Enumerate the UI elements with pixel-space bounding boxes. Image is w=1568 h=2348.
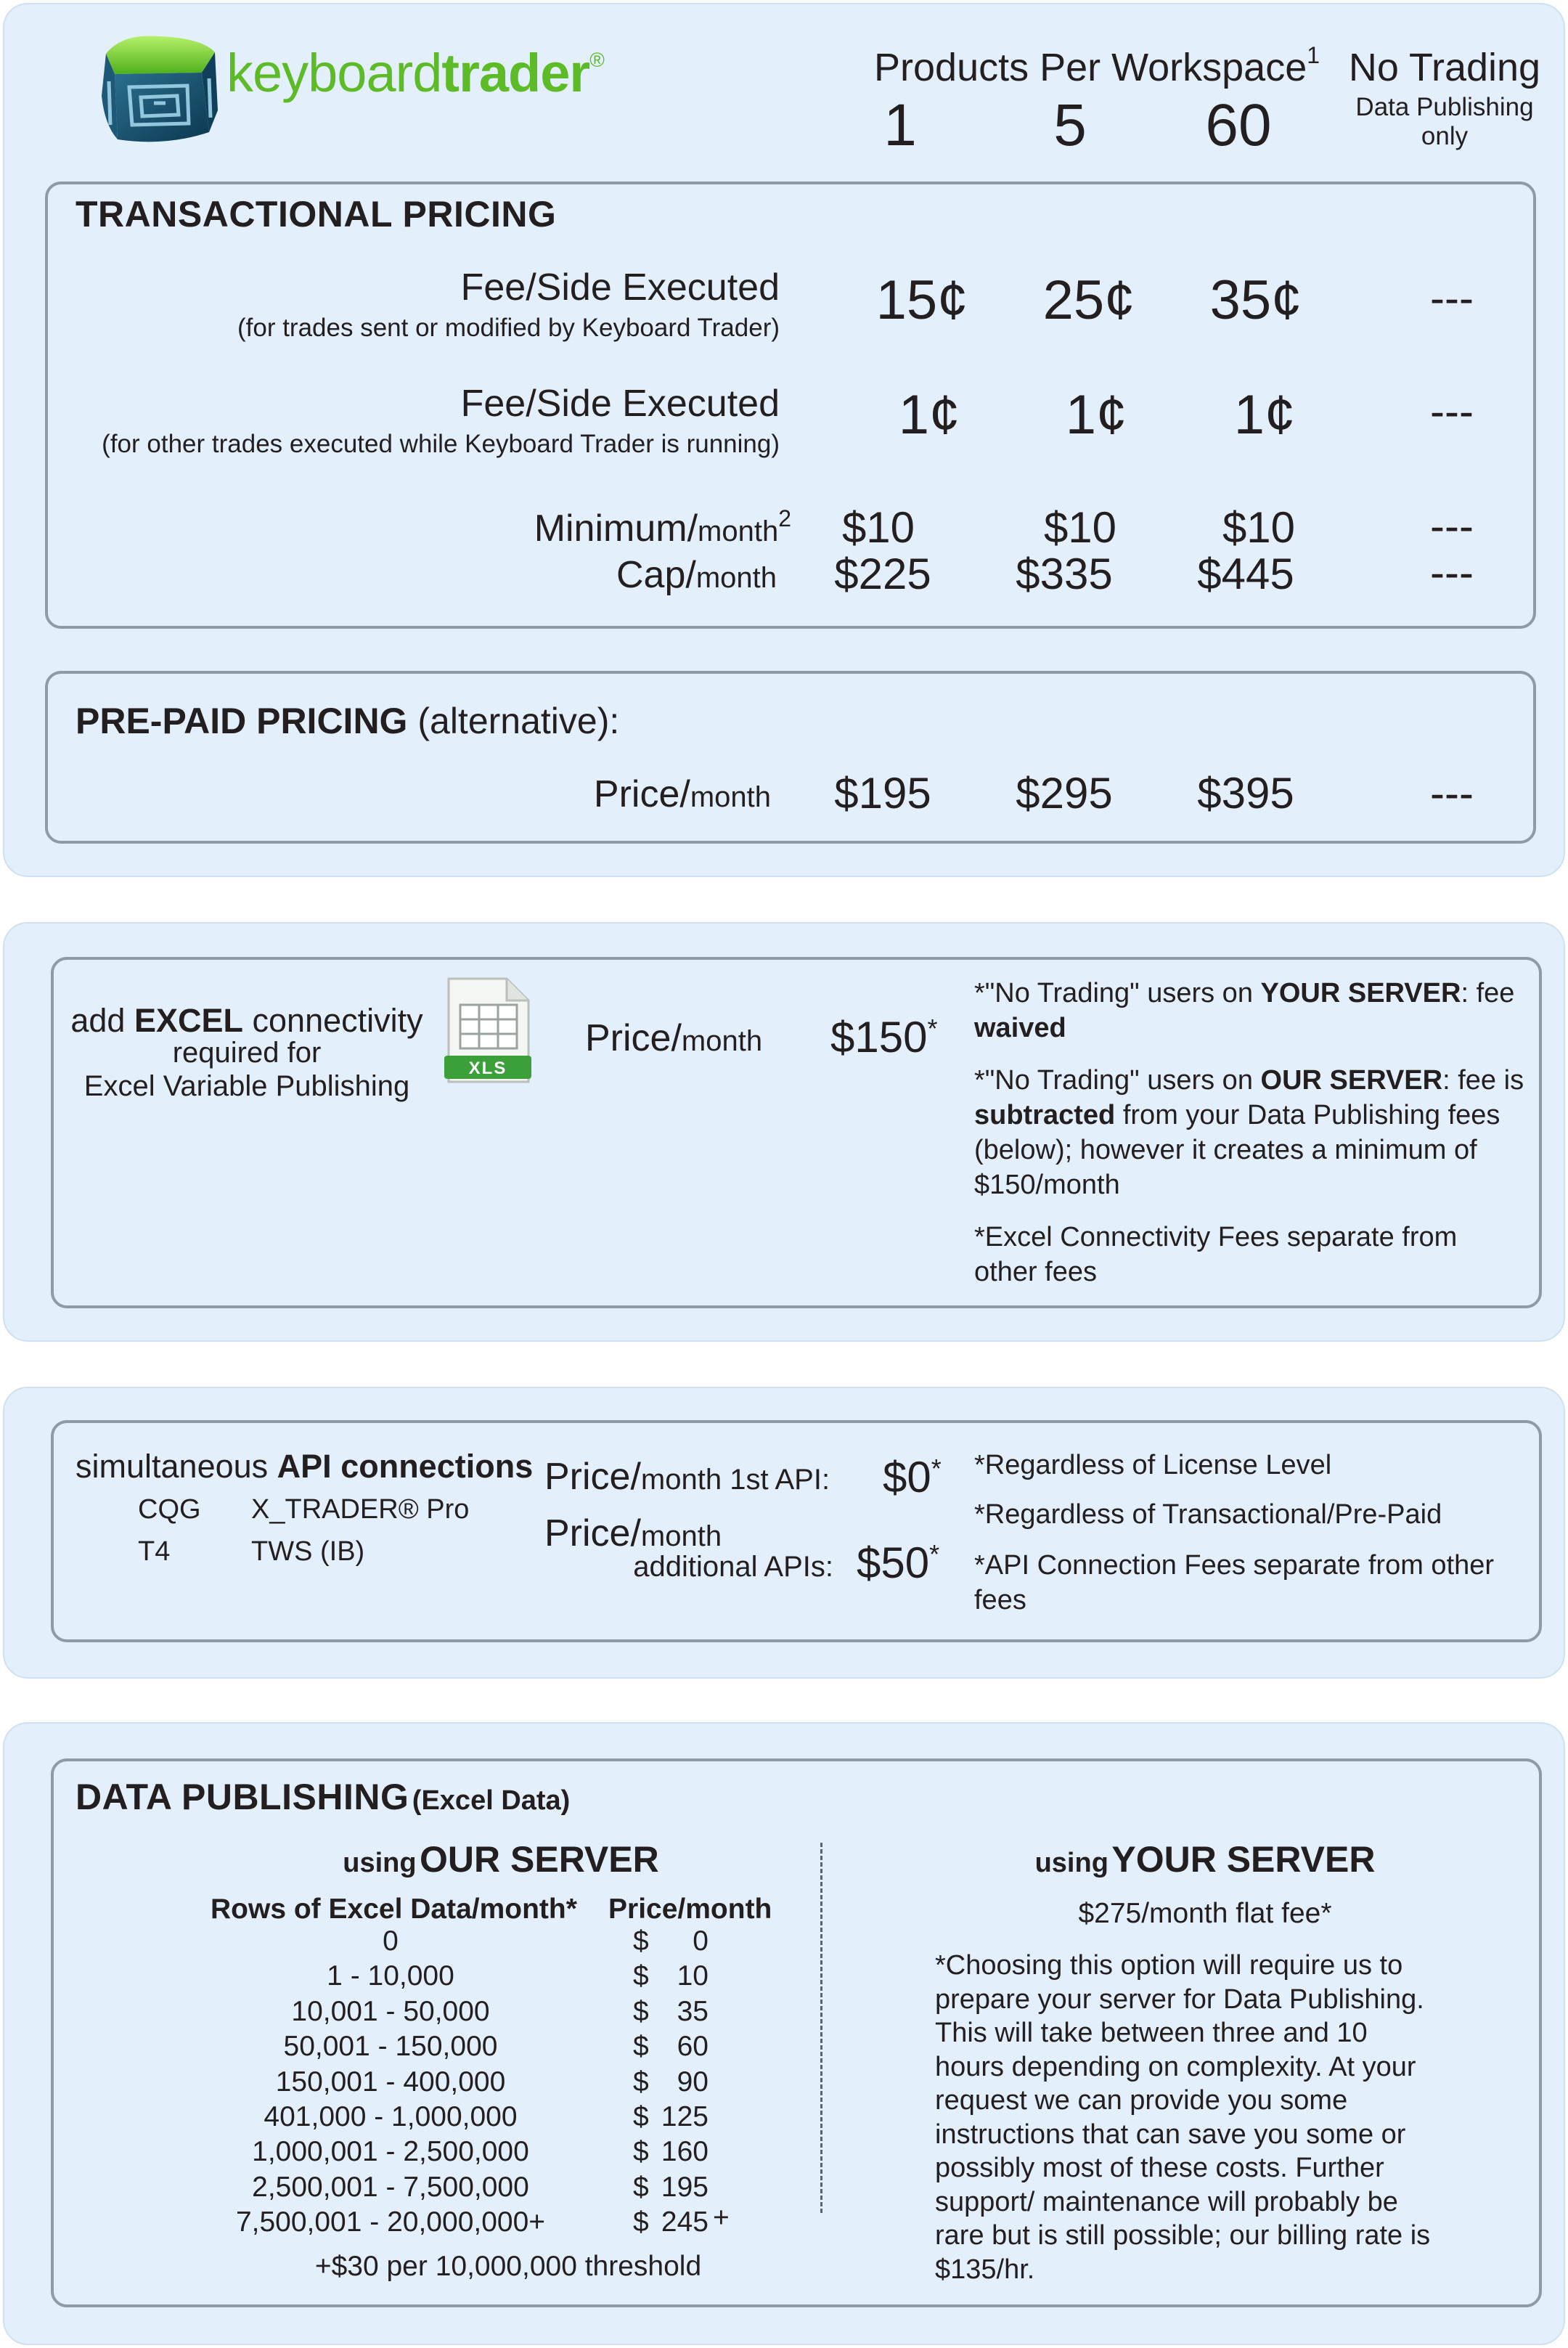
api-price2-value: $50* — [857, 1538, 940, 1587]
price-amount: 60 — [677, 2031, 709, 2063]
fee2-tier1: 1¢ — [898, 384, 960, 446]
api-platform-t4: T4 — [138, 1536, 171, 1567]
fee2-tier5: 1¢ — [1065, 384, 1127, 446]
price-currency: $ — [633, 2206, 649, 2238]
excel-note-separate: *Excel Connectivity Fees separate from other fees — [974, 1222, 1458, 1287]
fee2-label: Fee/Side Executed — [460, 383, 780, 425]
excel-price-value: $150* — [830, 1013, 938, 1061]
rows-range: 7,500,001 - 20,000,000+ — [235, 2206, 546, 2238]
prepaid-tier1: $195 — [834, 769, 931, 818]
rows-range: 1 - 10,000 — [327, 1960, 454, 1992]
prepaid-tier60: $395 — [1197, 769, 1294, 818]
api-platform-xtrader: X_TRADER® Pro — [251, 1494, 470, 1525]
rows-range: 1,000,001 - 2,500,000 — [252, 2136, 529, 2168]
no-trading-sub1: Data Publishing — [1355, 93, 1534, 121]
your-server-heading: using YOUR SERVER — [1034, 1839, 1376, 1880]
price-column-header: Price/month — [608, 1894, 772, 1925]
fee1-no-trading: --- — [1430, 274, 1474, 322]
price-amount: 125 — [661, 2101, 709, 2132]
fee1-tier5: 25¢ — [1042, 269, 1135, 331]
transactional-title: TRANSACTIONAL PRICING — [75, 194, 557, 235]
price-currency: $ — [633, 2171, 649, 2203]
api-note-transactional: *Regardless of Transactional/Pre-Paid — [974, 1499, 1442, 1530]
minimum-tier1: $10 — [841, 503, 915, 552]
your-server-note: *Choosing this option will require us to prepare your server for Data Publishing. This will take between three and 10 hours depending on complexity. At your request we can provide you some instructions that can save you some or possibly most of these costs. Further support/ maintenance will probably be rare but is still possible; our billing rate is $135/hr. — [935, 1950, 1431, 2285]
excel-file-icon — [443, 976, 531, 1085]
price-currency: $ — [633, 1925, 649, 1957]
minimum-tier5: $10 — [1043, 503, 1117, 552]
excel-icon-label: XLS — [468, 1059, 507, 1078]
price-currency: $ — [633, 2101, 649, 2132]
excel-line1: add EXCEL connectivity — [70, 1002, 423, 1039]
fee2-sub: (for other trades executed while Keyboard Trader is running) — [102, 430, 780, 458]
cap-tier60: $445 — [1197, 550, 1294, 598]
api-price2-label: Price/month — [544, 1512, 722, 1554]
products-per-workspace-label: Products Per Workspace$^1$ — [874, 42, 1320, 89]
api-note-separate: *API Connection Fees separate from other fees — [974, 1550, 1495, 1615]
price-currency: $ — [633, 1995, 649, 2027]
column-divider — [820, 1843, 822, 2213]
price-amount: 0 — [693, 1925, 709, 1957]
excel-note-your-server: *"No Trading" users on YOUR SERVER: fee waived — [974, 978, 1515, 1043]
price-currency: $ — [633, 2136, 649, 2168]
cap-no-trading: --- — [1430, 548, 1474, 597]
fee1-sub: (for trades sent or modified by Keyboard Trader) — [237, 314, 780, 342]
api-platform-cqg: CQG — [138, 1494, 201, 1525]
data-publishing-title: DATA PUBLISHING (Excel Data) — [75, 1777, 571, 1817]
fee1-tier60: 35¢ — [1209, 269, 1302, 331]
api-price2-unit2: additional APIs: — [633, 1551, 833, 1583]
excel-line2: required for — [172, 1037, 322, 1069]
tier-5: 5 — [1053, 92, 1087, 158]
brand-name-part2: trader — [441, 43, 590, 103]
rows-range: 10,001 - 50,000 — [291, 1995, 490, 2027]
cap-tier1: $225 — [834, 550, 931, 598]
minimum-tier60: $10 — [1222, 503, 1296, 552]
minimum-label: Minimum/month$^2$ — [534, 505, 791, 550]
price-amount: 195 — [661, 2171, 709, 2203]
rows-range: 2,500,001 - 7,500,000 — [252, 2171, 529, 2203]
prepaid-price-label: Price/month — [593, 773, 771, 815]
fee2-tier60: 1¢ — [1233, 384, 1296, 446]
rows-range: 50,001 - 150,000 — [283, 2031, 498, 2063]
rows-range: 0 — [383, 1925, 399, 1957]
price-currency: $ — [633, 2066, 649, 2098]
price-currency: $ — [633, 1960, 649, 1992]
api-note-license: *Regardless of License Level — [974, 1450, 1332, 1480]
tier-60: 60 — [1205, 92, 1272, 158]
price-amount: 10 — [677, 1960, 709, 1992]
our-server-heading: using OUR SERVER — [343, 1839, 659, 1880]
brand-mark: ® — [589, 49, 604, 71]
excel-line3: Excel Variable Publishing — [83, 1070, 410, 1102]
prepaid-no-trading: --- — [1430, 769, 1474, 818]
price-amount: 245 — [661, 2206, 709, 2238]
brand-wordmark — [226, 42, 604, 104]
api-price1-value: $0* — [883, 1453, 942, 1501]
rows-range: 150,001 - 400,000 — [275, 2066, 506, 2098]
excel-price-label: Price/month — [585, 1017, 763, 1059]
prepaid-tier5: $295 — [1016, 769, 1113, 818]
fee2-no-trading: --- — [1430, 387, 1474, 436]
price-plus: + — [713, 2202, 730, 2234]
excel-note-our-server: *"No Trading" users on OUR SERVER: fee is subtracted from your Data Publishing fees (below); however it creates a minimum of $150/month — [974, 1065, 1524, 1200]
tier-1: 1 — [883, 92, 917, 158]
minimum-no-trading: --- — [1430, 502, 1474, 550]
cap-label: Cap/month — [616, 554, 777, 596]
rows-column-header: Rows of Excel Data/month* — [211, 1894, 577, 1925]
api-price1-label: Price/month 1st API: — [544, 1456, 830, 1498]
cap-tier5: $335 — [1016, 550, 1113, 598]
flat-fee: $275/month flat fee* — [1078, 1898, 1332, 1929]
price-amount: 35 — [677, 1995, 709, 2027]
no-trading-label: No Trading — [1348, 46, 1541, 89]
brand-name-part1: keyboard — [226, 43, 442, 103]
no-trading-sub2: only — [1421, 122, 1469, 150]
api-title: simultaneous API connections — [75, 1448, 534, 1485]
rows-range: 401,000 - 1,000,000 — [264, 2101, 518, 2132]
fee1-label: Fee/Side Executed — [460, 266, 780, 309]
price-currency: $ — [633, 2031, 649, 2063]
api-platform-tws: TWS (IB) — [251, 1536, 365, 1567]
price-amount: 160 — [661, 2136, 709, 2168]
threshold-note: +$30 per 10,000,000 threshold — [314, 2251, 702, 2282]
price-amount: 90 — [677, 2066, 709, 2098]
prepaid-title: PRE-PAID PRICING (alternative): — [75, 701, 620, 741]
fee1-tier1: 15¢ — [875, 269, 968, 331]
keyboard-trader-logo-icon — [93, 30, 222, 147]
